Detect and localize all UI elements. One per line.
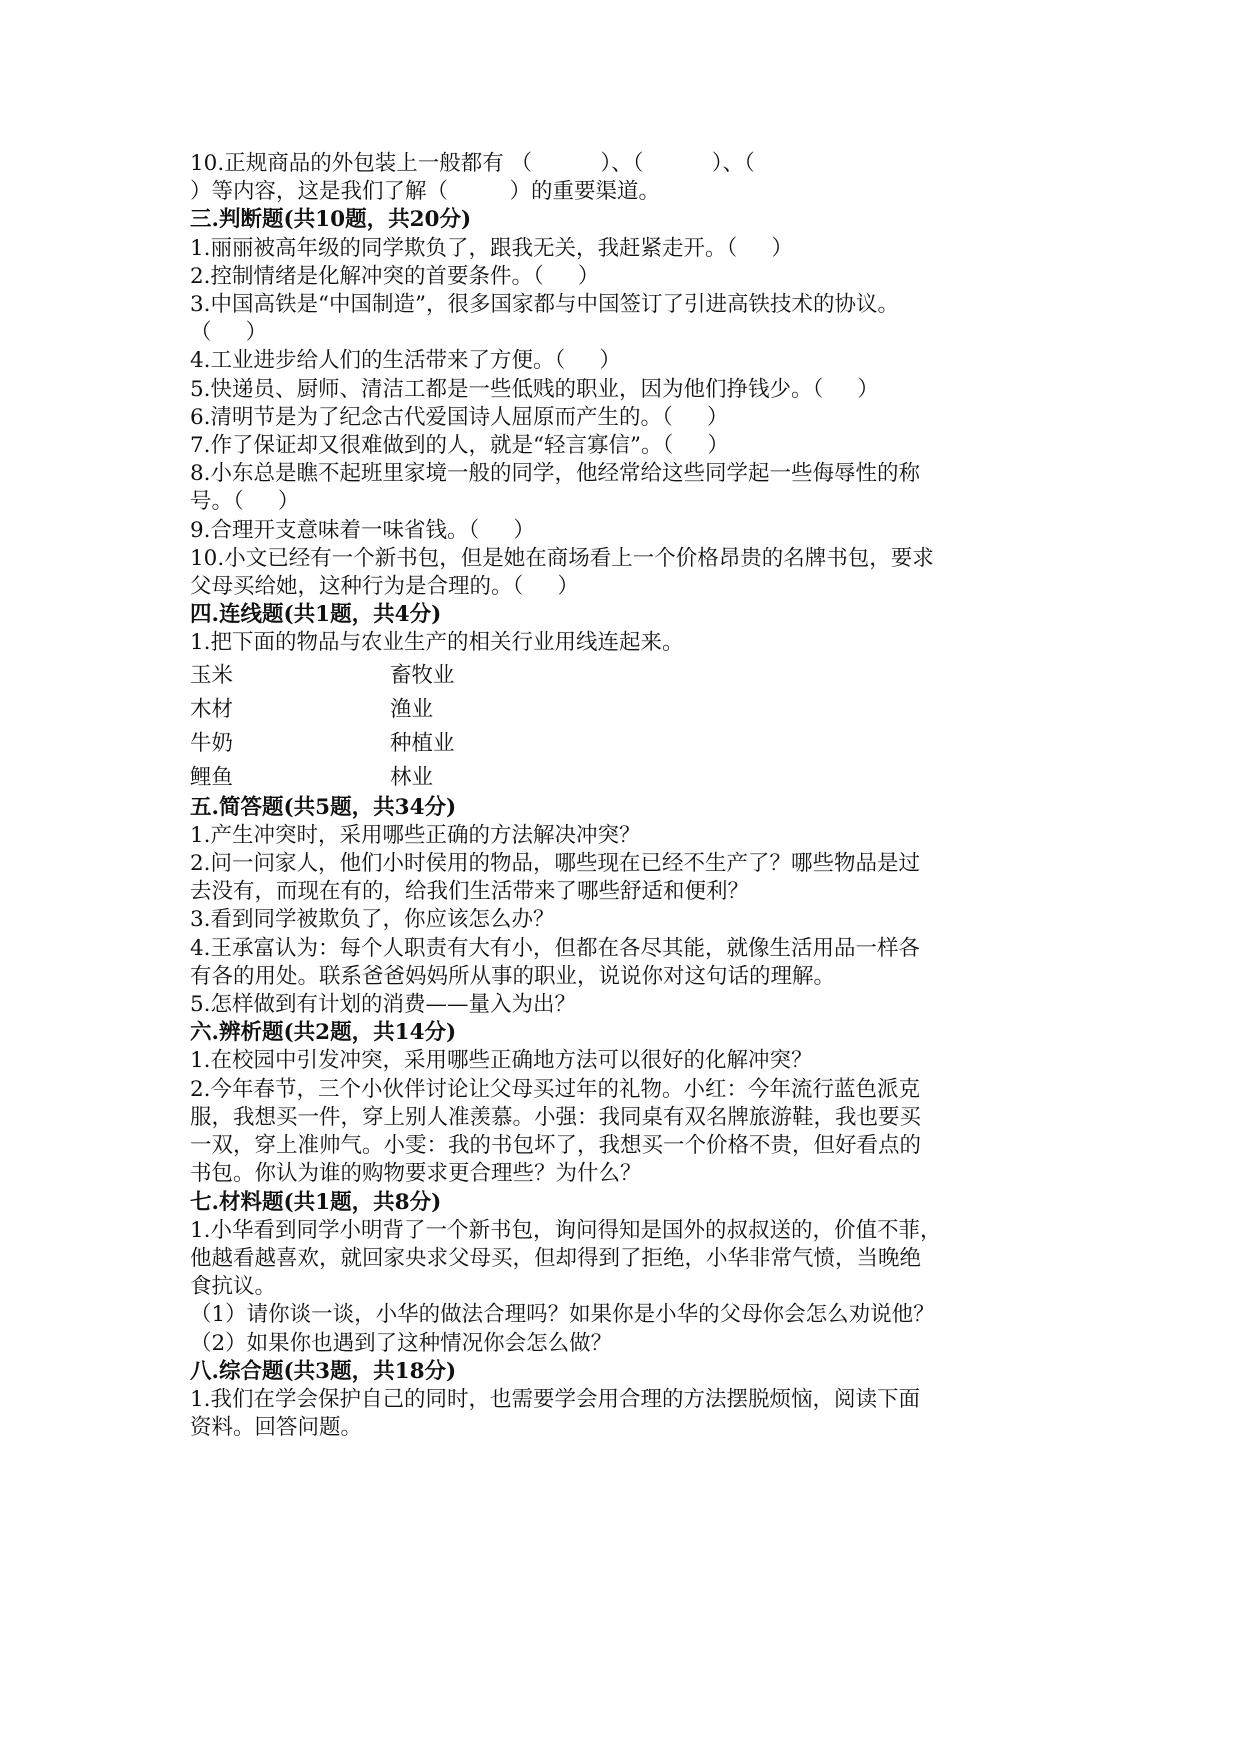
section-7-line: 食抗议。 — [190, 1274, 277, 1300]
matching-row — [190, 760, 1070, 794]
matching-right-item: 渔业 — [390, 696, 434, 722]
section-3-line: 8.小东总是瞧不起班里家境一般的同学，他经常给这些同学起一些侮辱性的称 — [190, 461, 921, 487]
section-7-subquestion: （1）请你谈一谈，小华的做法合理吗？如果你是小华的父母你会怎么劝说他？ — [190, 1302, 935, 1328]
section-8-heading: 八.综合题(共3题，共18分) — [190, 1358, 457, 1384]
section-4-heading: 四.连线题(共1题，共4分) — [190, 602, 442, 628]
matching-left-item: 牛奶 — [190, 730, 234, 756]
section-3-line: 父母买给她，这种行为是合理的。（ ） — [190, 574, 579, 600]
matching-left-item: 鲤鱼 — [190, 764, 234, 790]
section-8-line: 资料。回答问题。 — [190, 1415, 363, 1441]
section-6-line: 服，我想买一件，穿上别人准羡慕。小强：我同桌有双名牌旅游鞋，我也要买 — [190, 1104, 922, 1130]
section-6-body — [190, 1047, 1070, 1188]
section-7-line: 1.小华看到同学小明背了一个新书包，询问得知是国外的叔叔送的，价值不菲， — [190, 1217, 942, 1243]
section-5-line: 5.怎样做到有计划的消费——量入为出？ — [190, 992, 577, 1018]
section-8-line: 1.我们在学会保护自己的同时，也需要学会用合理的方法摆脱烦恼，阅读下面 — [190, 1386, 921, 1412]
section-6-line: 2.今年春节，三个小伙伴讨论让父母买过年的礼物。小红：今年流行蓝色派克 — [190, 1076, 921, 1102]
section-5-heading: 五.简答题(共5题，共34分) — [190, 794, 457, 820]
section-3-line: 9.合理开支意味着一味省钱。（ ） — [190, 517, 535, 543]
matching-right-item: 林业 — [390, 764, 434, 790]
section-3-body — [190, 235, 1070, 602]
section-3-line: 6.清明节是为了纪念古代爱国诗人屈原而产生的。（ ） — [190, 404, 729, 430]
section-3-line: （ ） — [190, 320, 268, 346]
section-6-line: 书包。你认为谁的购物要求更合理些？为什么？ — [190, 1161, 642, 1187]
section-5-line: 有各的用处。联系爸爸妈妈所从事的职业，说说你对这句话的理解。 — [190, 963, 836, 989]
section-4-question: 1.把下面的物品与农业生产的相关行业用线连起来。 — [190, 630, 684, 656]
matching-right-item: 畜牧业 — [390, 662, 455, 688]
section-6-heading: 六.辨析题(共2题，共14分) — [190, 1020, 457, 1046]
section-3-line: 7.作了保证却又很难做到的人，就是“轻言寡信”。（ ） — [190, 433, 729, 459]
section-5-line: 2.问一问家人，他们小时侯用的物品，哪些现在已经不生产了？哪些物品是过 — [190, 851, 921, 877]
matching-right-item: 种植业 — [390, 730, 455, 756]
section-3-line: 号。（ ） — [190, 489, 300, 515]
matching-table — [190, 658, 1070, 794]
section-7-heading: 七.材料题(共1题，共8分) — [190, 1189, 442, 1215]
section-5-line: 1.产生冲突时，采用哪些正确的方法解决冲突？ — [190, 822, 641, 848]
exam-page — [190, 150, 1070, 1442]
section-7-body — [190, 1217, 1070, 1358]
section-3-line: 5.快递员、厨师、清洁工都是一些低贱的职业，因为他们挣钱少。（ ） — [190, 376, 879, 402]
section-3-heading: 三.判断题(共10题，共20分) — [190, 207, 472, 233]
section-6-line: 一双，穿上准帅气。小雯：我的书包坏了，我想买一个价格不贵，但好看点的 — [190, 1133, 922, 1159]
q10-line-2: ）等内容，这是我们了解（ ）的重要渠道。 — [190, 179, 661, 205]
section-5-line: 3.看到同学被欺负了，你应该怎么办？ — [190, 907, 555, 933]
section-5-line: 4.王承富认为：每个人职责有大有小，但都在各尽其能，就像生活用品一样各 — [190, 935, 921, 961]
matching-left-item: 玉米 — [190, 662, 234, 688]
section-3-line: 2.控制情绪是化解冲突的首要条件。（ ） — [190, 263, 600, 289]
section-7-line: 他越看越喜欢，就回家央求父母买，但却得到了拒绝，小华非常气愤，当晚绝 — [190, 1245, 922, 1271]
section-6-line: 1.在校园中引发冲突，采用哪些正确地方法可以很好的化解冲突？ — [190, 1048, 813, 1074]
matching-row — [190, 658, 1070, 692]
matching-left-item: 木材 — [190, 696, 234, 722]
section-8-body — [190, 1386, 1070, 1442]
matching-row — [190, 726, 1070, 760]
section-5-line: 去没有，而现在有的，给我们生活带来了哪些舒适和便利？ — [190, 879, 750, 905]
section-3-line: 4.工业进步给人们的生活带来了方便。（ ） — [190, 348, 621, 374]
section-3-line: 1.丽丽被高年级的同学欺负了，跟我无关，我赶紧走开。（ ） — [190, 235, 793, 261]
matching-row — [190, 692, 1070, 726]
section-7-subquestion: （2）如果你也遇到了这种情况你会怎么做？ — [190, 1330, 613, 1356]
section-5-body — [190, 822, 1070, 1019]
q10-line-1: 10.正规商品的外包装上一般都有 （ ）、（ ）、（ — [190, 151, 755, 176]
section-3-line: 10.小文已经有一个新书包，但是她在商场看上一个价格昂贵的名牌书包，要求 — [190, 545, 934, 571]
section-3-line: 3.中国高铁是“中国制造”，很多国家都与中国签订了引进高铁技术的协议。 — [190, 292, 899, 318]
